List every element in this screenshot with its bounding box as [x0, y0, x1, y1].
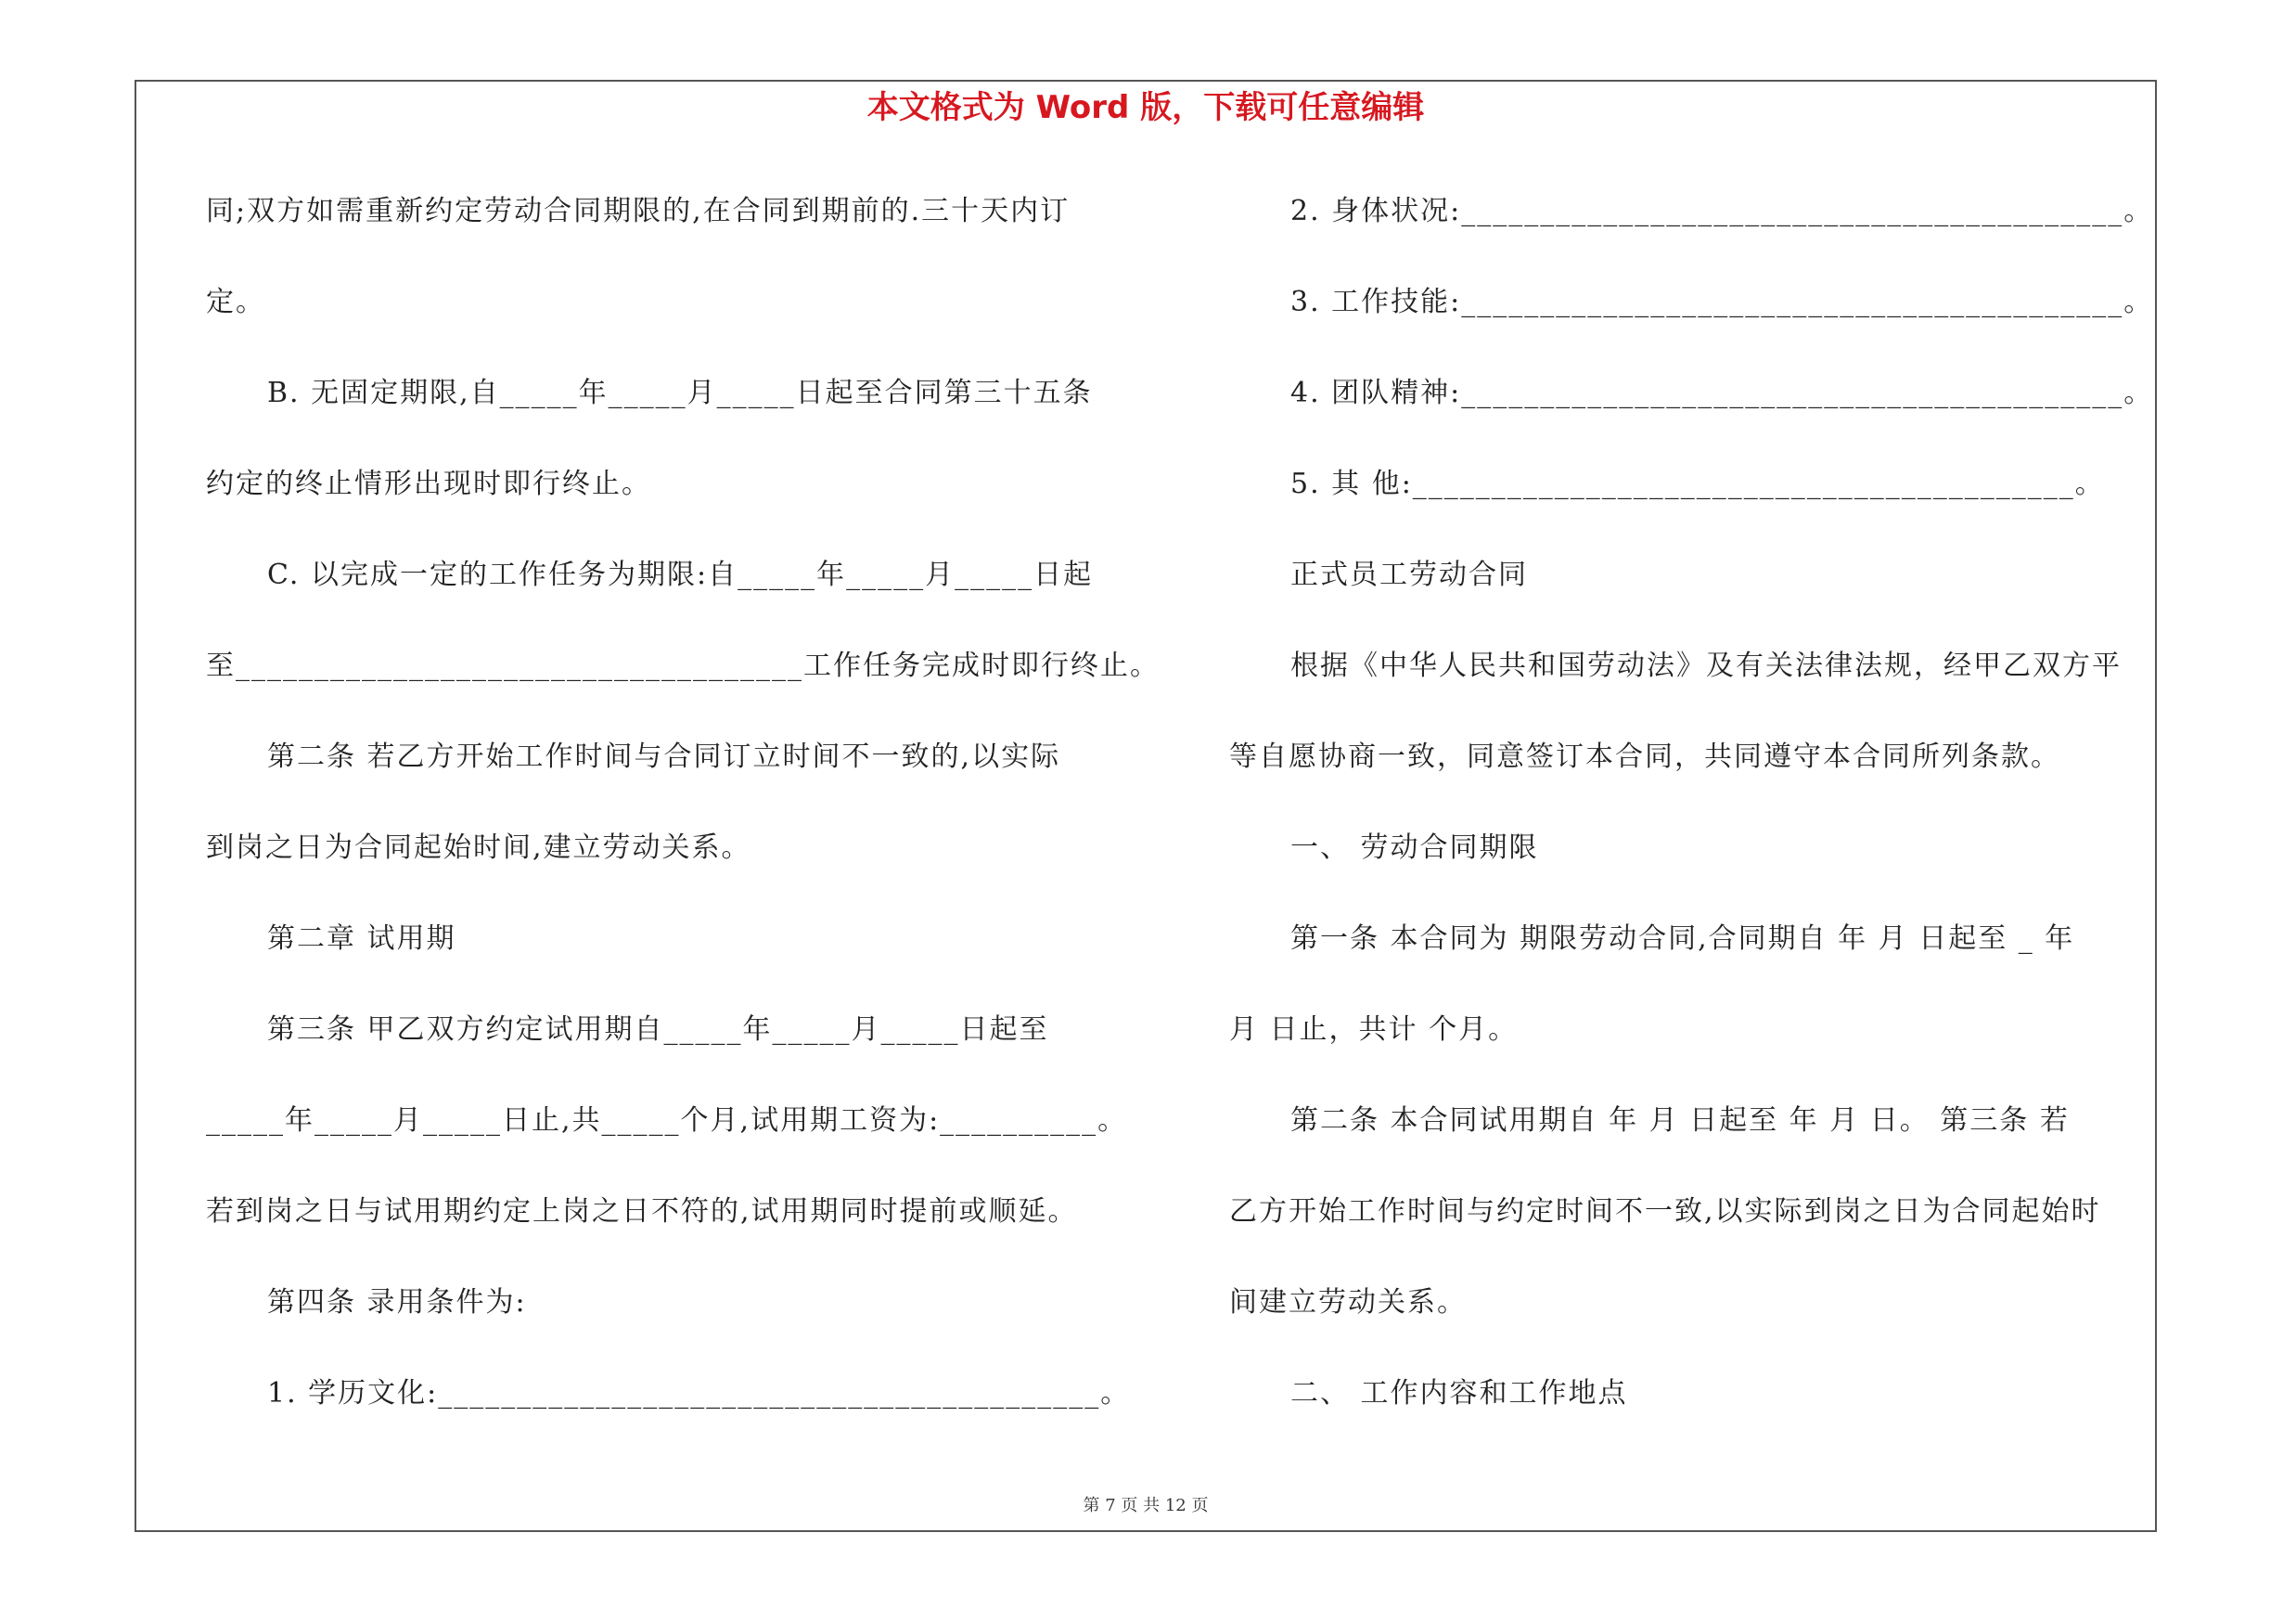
section-title: 正式员工劳动合同 [1290, 559, 1528, 591]
text-line: 第一条 本合同为 期限劳动合同,合同期自 年 月 日起至 _ 年 [1290, 922, 2075, 955]
page-number: 第 7 页 共 12 页 [1083, 1496, 1209, 1515]
text-line: 到岗之日为合同起始时间,建立劳动关系。 [206, 831, 751, 864]
text-line: 间建立劳动关系。 [1229, 1286, 1467, 1319]
text-line: 乙方开始工作时间与约定时间不一致,以实际到岗之日为合同起始时 [1229, 1195, 2101, 1228]
text-line: 至____________________________________工作任务完成时即行终止。 [206, 650, 1160, 682]
text-line: C. 以完成一定的工作任务为期限:自_____年_____月_____日起 [267, 559, 1094, 591]
text-line: 1. 学历文化:__________________________________________。 [267, 1377, 1131, 1410]
text-line: 等自愿协商一致，同意签订本合同，共同遵守本合同所列条款。 [1229, 741, 2060, 773]
text-line: 第二条 本合同试用期自 年 月 日起至 年 月 日。 第三条 若 [1290, 1104, 2070, 1137]
text-line: 5. 其 他:__________________________________________。 [1290, 468, 2105, 500]
text-line: 根据《中华人民共和国劳动法》及有关法律法规，经甲乙双方平 [1290, 650, 2122, 682]
section-heading: 一、 劳动合同期限 [1290, 831, 1539, 864]
format-banner: 本文格式为 Word 版，下载可任意编辑 [866, 89, 1425, 126]
text-line: 约定的终止情形出现时即行终止。 [206, 468, 651, 500]
text-line: 同;双方如需重新约定劳动合同期限的,在合同到期前的.三十天内订 [206, 195, 1071, 227]
text-line: 第四条 录用条件为: [267, 1286, 527, 1319]
right-column [1229, 187, 2154, 1461]
text-line: 2. 身体状况:__________________________________________。 [1290, 195, 2154, 227]
text-line: 若到岗之日与试用期约定上岗之日不符的,试用期同时提前或顺延。 [206, 1195, 1078, 1228]
text-line: 4. 团队精神:__________________________________________。 [1290, 377, 2154, 409]
text-line: 3. 工作技能:__________________________________________。 [1290, 286, 2154, 318]
text-line: 月 日止，共计 个月。 [1229, 1013, 1519, 1046]
text-line: _____年_____月_____日止,共_____个月,试用期工资为:__________。 [206, 1104, 1128, 1137]
text-line: 第三条 甲乙双方约定试用期自_____年_____月_____日起至 [267, 1013, 1049, 1046]
text-line: 第二条 若乙方开始工作时间与合同订立时间不一致的,以实际 [267, 741, 1061, 773]
left-column [206, 187, 1160, 1461]
chapter-heading: 第二章 试用期 [267, 922, 456, 955]
text-line: B. 无固定期限,自_____年_____月_____日起至合同第三十五条 [267, 377, 1093, 409]
section-heading: 二、 工作内容和工作地点 [1290, 1377, 1628, 1410]
text-line: 定。 [206, 286, 265, 318]
